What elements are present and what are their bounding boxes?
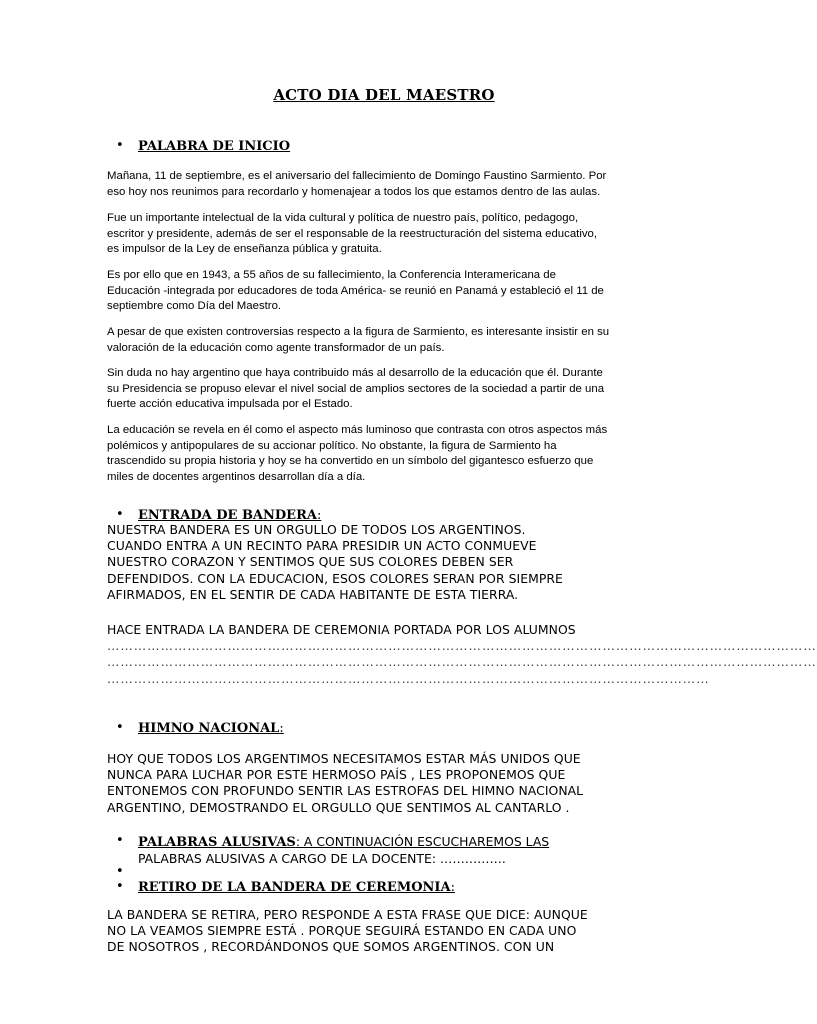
paragraph-inicio-2: Fue un importante intelectual de la vida cultural y política de nuestro país, político, pedagogo, escritor y presidente, además de ser el responsable de la reestructuración del sistema educativo, es impulsor de la Ley de enseñanza pública y gratuita. bbox=[107, 212, 598, 255]
section-heading-alusivas: PALABRAS ALUSIVAS: A CONTINUACIÓN ESCUCHAREMOS LAS bbox=[138, 834, 550, 850]
bullet-icon: • bbox=[116, 507, 124, 522]
bullet-icon: • bbox=[116, 864, 124, 879]
bullet-icon: • bbox=[116, 720, 124, 735]
document-title: ACTO DIA DEL MAESTRO bbox=[273, 86, 495, 104]
section-heading-inicio: PALABRA DE INICIO bbox=[138, 139, 291, 154]
fill-in-dots: ……………………………………………………………………………………………………………………… bbox=[107, 670, 710, 686]
paragraph-retiro: LA BANDERA SE RETIRA, PERO RESPONDE A ESTA FRASE QUE DICE: AUNQUE NO LA VEAMOS SIEMPRE ESTÁ . PORQUE SEGUIRÁ ESTANDO EN CADA UNO DE NOSOTROS , RECORDÁNDONOS QUE SOMOS ARGENTINOS. CON UN bbox=[107, 907, 588, 955]
paragraph-entrada: NUESTRA BANDERA ES UN ORGULLO DE TODOS LOS ARGENTINOS. CUANDO ENTRA A UN RECINTO PARA PRESIDIR UN ACTO CONMUEVE NUESTRO CORAZON Y SENTIMOS QUE SUS COLORES DEBEN SER DEFENDIDOS. CON LA EDUCACION, ESOS COLORES SERAN POR SIEMPRE AFIRMADOS, EN EL SENTIR DE CADA HABITANTE DE ESTA TIERRA. bbox=[107, 522, 563, 602]
fill-in-dots: …………………………………………………………………………………………………………………………………………… bbox=[107, 654, 817, 670]
bullet-icon: • bbox=[116, 879, 124, 894]
fill-in-dots: …………………………………………………………………………………………………………………………………………… bbox=[107, 638, 817, 654]
paragraph-inicio-3: Es por ello que en 1943, a 55 años de su fallecimiento, la Conferencia Interamericana de Educación -integrada por educadores de toda América- se reunió en Panamá y estableció el 11 de septiembre como Día del Maestro. bbox=[107, 269, 604, 312]
section-heading-himno: HIMNO NACIONAL: bbox=[138, 721, 284, 736]
paragraph-portada: HACE ENTRADA LA BANDERA DE CEREMONIA PORTADA POR LOS ALUMNOS …………………………………………………………………………………………………………………………………………… …………………………………………………………………………………………………………………………………………… ……………………………………………………………………………………………………………………… bbox=[107, 622, 817, 686]
paragraph-inicio-6: La educación se revela en él como el aspecto más luminoso que contrasta con otros aspectos más polémicos y antipopulares de su accionar político. No obstante, la figura de Sarmiento ha trascendido su propia historia y hoy se ha convertido en un símbolo del gigantesco esfuerzo que miles de docentes argentinos desarrollan día a día. bbox=[107, 424, 608, 483]
paragraph-inicio-1: Mañana, 11 de septiembre, es el aniversario del fallecimiento de Domingo Faustino Sarmiento. Por eso hoy nos reunimos para recordarlo y homenajear a todos los que estamos dentro de las aulas. bbox=[107, 170, 607, 198]
paragraph-inicio-4: A pesar de que existen controversias respecto a la figura de Sarmiento, es interesante insistir en su valoración de la educación como agente transformador de un país. bbox=[107, 326, 610, 354]
paragraph-inicio-5: Sin duda no hay argentino que haya contribuido más al desarrollo de la educación que él. Durante su Presidencia se propuso elevar el nivel social de amplios sectores de la sociedad a partir de una fuerte acción educativa impulsada por el Estado. bbox=[107, 367, 605, 410]
section-heading-entrada: ENTRADA DE BANDERA: bbox=[138, 508, 322, 523]
bullet-icon: • bbox=[116, 138, 124, 153]
paragraph-himno: HOY QUE TODOS LOS ARGENTIMOS NECESITAMOS ESTAR MÁS UNIDOS QUE NUNCA PARA LUCHAR POR ESTE HERMOSO PAÍS , LES PROPONEMOS QUE ENTONEMOS CON PROFUNDO SENTIR LAS ESTROFAS DEL HIMNO NACIONAL ARGENTINO, DEMOSTRANDO EL ORGULLO QUE SENTIMOS AL CANTARLO . bbox=[107, 751, 584, 815]
section-heading-retiro: RETIRO DE LA BANDERA DE CEREMONIA: bbox=[138, 880, 455, 895]
alusivas-line-2: PALABRAS ALUSIVAS A CARGO DE LA DOCENTE: ……………. bbox=[138, 851, 506, 866]
bullet-icon: • bbox=[116, 833, 124, 848]
